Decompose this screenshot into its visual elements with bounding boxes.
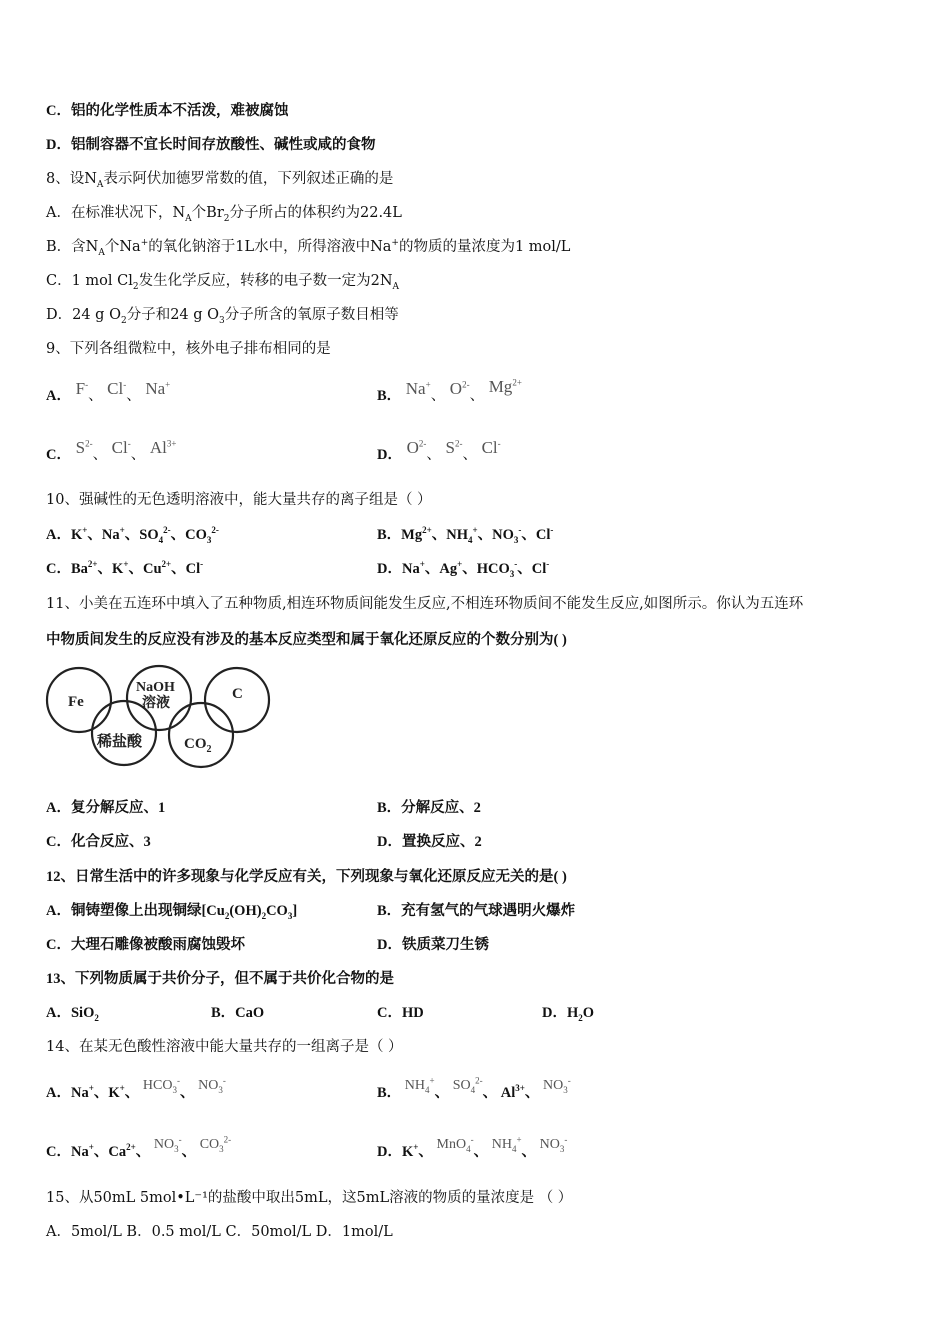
option-9a: A． F-、 Cl-、 Na+: [46, 379, 171, 404]
option-12c: C．大理石雕像被酸雨腐蚀毁坏: [46, 937, 245, 953]
ring-label-c: C: [232, 686, 243, 702]
ring-label-fe: Fe: [68, 694, 84, 710]
ring-label-solution: 溶液: [142, 696, 170, 711]
option-13a: A．SiO$_2$: [46, 1005, 99, 1023]
ring-label-naoh: NaOH: [136, 680, 175, 695]
option-8b: B．含$N_A$个Na+的氧化钠溶于1L水中，所得溶液中Na+的物质的量浓度为1 mol/L: [46, 238, 571, 258]
option-8a: A．在标准状况下，$N_A$个$Br_2$分子所占的体积约为22.4L: [46, 205, 402, 224]
five-rings-diagram: [44, 664, 276, 772]
option-14b: B． $NH_4^+$、 $SO_4^{2-}$、 $Al^{3+}$、 $NO_3^-$: [377, 1075, 571, 1101]
question-8: 8、设$N_A$表示阿伏加德罗常数的值，下列叙述正确的是: [46, 171, 394, 190]
question-15: 15、从50mL 5mol•L⁻¹的盐酸中取出5mL，这5mL溶液的物质的量浓度是 （ ）: [46, 1190, 573, 1206]
question-14: 14、在某无色酸性溶液中能大量共存的一组离子是（ ）: [46, 1039, 403, 1055]
option-8d: D．24 g $O_2$分子和24 g $O_3$分子所含的氧原子数目相等: [46, 307, 399, 326]
option-12b: B．充有氢气的气球遇明火爆炸: [377, 903, 576, 919]
option-11a: A．复分解反应、1: [46, 800, 166, 816]
option-14d: D．K+、 MnO$_4$-、 $NH_4^+$、 $NO_3^-$: [377, 1134, 568, 1160]
option-9d: D． $O^{2-}$、 $S^{2-}$、 Cl-: [377, 438, 501, 463]
option-10c: C．$Ba^{2+}$、K+、$Cu^{2+}$、Cl-: [46, 559, 204, 577]
option-10a: A．K+、Na+、$SO_4^{2-}$、$CO_3^{2-}$: [46, 525, 219, 545]
question-13: 13、下列物质属于共价分子，但不属于共价化合物的是: [46, 971, 394, 987]
option-11d: D．置换反应、2: [377, 834, 482, 850]
option-7c: C．铝的化学性质本不活泼，难被腐蚀: [46, 103, 289, 119]
question-11-line2: 中物质间发生的反应没有涉及的基本反应类型和属于氧化还原反应的个数分别为( ): [46, 632, 567, 648]
option-9c: C． $S^{2-}$、 Cl-、 $Al^{3+}$: [46, 438, 177, 463]
option-14a: A．Na+、K+、 $HCO_3^-$、 $NO_3^-$: [46, 1075, 226, 1101]
ring-co2: [169, 703, 233, 767]
ring-label-co2: $CO_2$: [184, 736, 212, 755]
option-7d: D．铝制容器不宜长时间存放酸性、碱性或咸的食物: [46, 137, 376, 153]
option-13c: C．HD: [377, 1005, 424, 1021]
question-10: 10、强碱性的无色透明溶液中，能大量共存的离子组是（ ）: [46, 492, 432, 508]
option-9b: B． Na+、 $O^{2-}$、 $Mg^{2+}$: [377, 377, 522, 404]
option-12d: D．铁质菜刀生锈: [377, 937, 489, 953]
option-10b: B．$Mg^{2+}$、$NH_4^+$、$NO_3^-$、Cl-: [377, 525, 554, 545]
ring-label-hcl: 稀盐酸: [97, 734, 143, 750]
option-11c: C．化合反应、3: [46, 834, 151, 850]
option-14c: C．Na+、$Ca^{2+}$、 $NO_3^-$、 $CO_3^{2-}$: [46, 1134, 232, 1160]
option-13b: B．CaO: [211, 1005, 265, 1021]
option-8c: C．1 mol $Cl_2$发生化学反应，转移的电子数一定为$2N_A$: [46, 273, 400, 292]
option-12a: A．铜铸塑像上出现铜绿$[Cu_2(OH)_2CO_3]$: [46, 903, 298, 921]
question-9: 9、下列各组微粒中，核外电子排布相同的是: [46, 341, 331, 357]
question-11-line1: 11、小美在五连环中填入了五种物质,相连环物质间能发生反应,不相连环物质间不能发生反应,如图所示。你认为五连环: [46, 596, 804, 612]
question-12: 12、日常生活中的许多现象与化学反应有关，下列现象与氧化还原反应无关的是( ): [46, 869, 567, 885]
option-13d: D．$H_2O$: [542, 1005, 595, 1023]
option-10d: D．Na+、Ag+、$HCO_3^-$、Cl-: [377, 559, 550, 579]
options-15: A．5mol/L B．0.5 mol/L C．50mol/L D．1mol/L: [46, 1224, 393, 1240]
option-11b: B．分解反应、2: [377, 800, 481, 816]
